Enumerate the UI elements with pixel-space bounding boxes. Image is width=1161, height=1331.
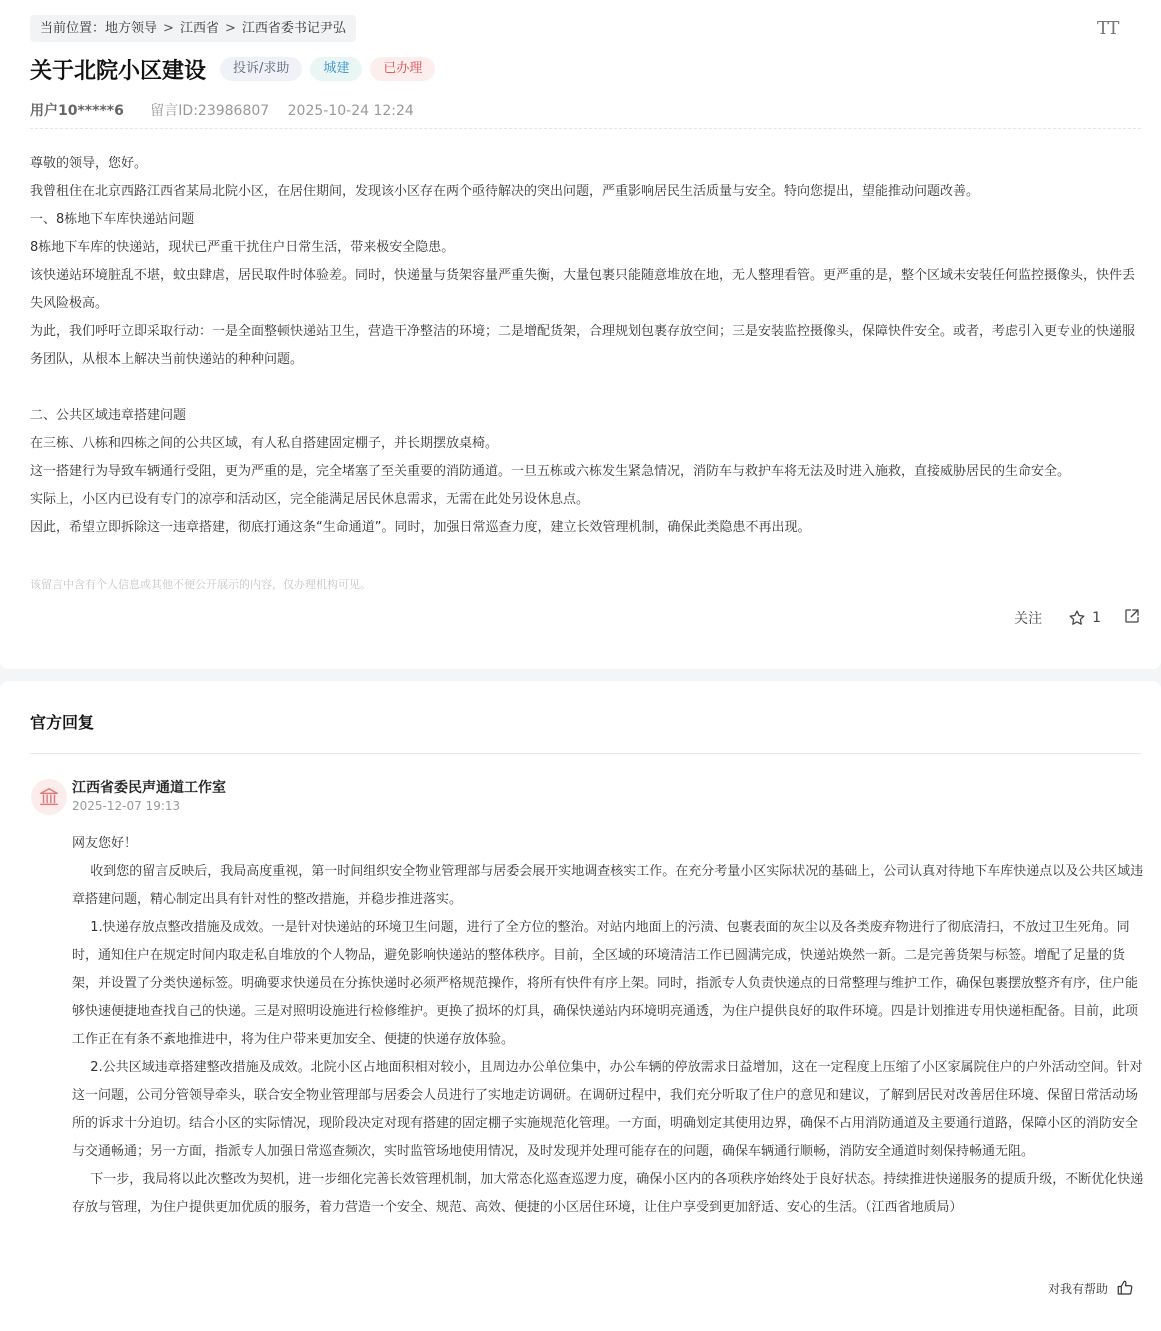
breadcrumb-separator: >	[163, 21, 174, 36]
reply-paragraph: 1.快递存放点整改措施及成效。一是针对快递站的环境卫生问题，进行了全方位的整治。对站内地面上的污渍、包裹表面的灰尘以及各类废弃物进行了彻底清扫，不放过卫生死角。同时，通知住户在规定时间内取走私自堆放的个人物品，避免影响快递站的整体秩序。目前，全区域的环境清洁工作已圆满完成，快递站焕然一新。二是完善货架与标签。增配了足量的货架，并设置了分类快递标签。明确要求快递员在分拣快递时必须严格规范操作，将所有快件有序上架。同时，指派专人负责快递点的日常整理与维护工作，确保包裹摆放整齐有序，住户能够快速便捷地查找自己的快递。三是对照明设施进行检修维护。更换了损坏的灯具，确保快递站内环境明亮通透，为住户提供良好的取件环境。四是计划推进专用快递柜配备。目前，此项工作正在有条不紊地推进中，将为住户带来更加安全、便捷的快递存放体验。	[72, 920, 1139, 1047]
blank-line	[30, 374, 1144, 402]
helpful-label: 对我有帮助	[1047, 1281, 1108, 1296]
star-icon	[1068, 609, 1086, 627]
privacy-notice: 该留言中含有个人信息或其他不便公开展示的内容，仅办理机构可见。	[30, 578, 371, 591]
reply-content	[72, 830, 1144, 1222]
font-size-icon[interactable]: TT	[1097, 18, 1118, 39]
post-user: 用户10*****6	[30, 103, 124, 119]
reply-paragraph: 收到您的留言反映后，我局高度重视，第一时间组织安全物业管理部与居委会展开实地调查核实工作。在充分考量小区实际状况的基础上，公司认真对待地下车库快递点以及公共区域违章搭建问题，精心制定出具有针对性的整改措施，并稳步推进落实。	[72, 864, 1144, 907]
post-paragraph: 一、8栋地下车库快递站问题	[30, 212, 195, 227]
post-paragraph: 该快递站环境脏乱不堪，蚊虫肆虐，居民取件时体验差。同时，快递量与货架容量严重失衡，大量包裹只能随意堆放在地，无人整理看管。更严重的是，整个区域未安装任何监控摄像头，快件丢失风险极高。	[30, 268, 1136, 311]
breadcrumb	[30, 15, 356, 42]
post-paragraph: 在三栋、八栋和四栋之间的公共区域，有人私自搭建固定棚子，并长期摆放桌椅。	[30, 436, 499, 451]
follow-button[interactable]: 关注	[1014, 611, 1043, 627]
page-title: 关于北院小区建设	[30, 58, 207, 84]
org-name: 江西省委民声通道工作室	[72, 780, 226, 796]
star-count: 1	[1092, 610, 1101, 626]
message-id: 留言ID:23986807	[150, 103, 270, 119]
post-content	[30, 150, 1144, 542]
post-date: 2025-10-24 12:24	[287, 103, 414, 119]
reply-greeting: 网友您好！	[72, 836, 138, 851]
post-paragraph: 实际上，小区内已设有专门的凉亭和活动区，完全能满足居民休息需求，无需在此处另设休息点。	[30, 492, 590, 507]
reply-time: 2025-12-07 19:13	[72, 799, 181, 813]
reply-paragraph: 2.公共区域违章搭建整改措施及成效。北院小区占地面积相对较小，且周边办公单位集中，办公车辆的停放需求日益增加，这在一定程度上压缩了小区家属院住户的户外活动空间。针对这一问题，公司分管领导牵头，联合安全物业管理部与居委会人员进行了实地走访调研。在调研过程中，我们充分听取了住户的意见和建议，了解到居民对改善居住环境、保留日常活动场所的诉求十分迫切。结合小区的实际情况，现阶段决定对现有搭建的固定棚子实施规范化管理。一方面，明确划定其使用边界，确保不占用消防通道及主要通行道路，保障小区的消防安全与交通畅通；另一方面，指派专人加强日常巡查频次，实时监管场地使用情况，及时发现并处理可能存在的问题，确保车辆通行顺畅，消防安全通道时刻保持畅通无阻。	[72, 1060, 1143, 1159]
type-tag: 投诉/求助	[220, 57, 302, 81]
title-row	[30, 52, 443, 86]
status-badge: 已办理	[370, 57, 435, 81]
post-actions	[1014, 607, 1141, 629]
breadcrumb-item-secretary[interactable]: 江西省委书记尹弘	[241, 21, 346, 36]
post-paragraph: 8栋地下车库的快递站，现状已严重干扰住户日常生活，带来极安全隐患。	[30, 240, 455, 255]
breadcrumb-item-leaders[interactable]: 地方领导	[105, 21, 158, 36]
breadcrumb-prefix: 当前位置：	[40, 21, 106, 36]
reply-section-title: 官方回复	[30, 713, 95, 732]
share-button[interactable]	[1123, 607, 1141, 629]
thumb-up-icon	[1116, 1279, 1134, 1297]
post-paragraph: 因此，希望立即拆除这一违章搭建，彻底打通这条“生命通道”。同时，加强日常巡查力度，建立长效管理机制，确保此类隐患不再出现。	[30, 520, 811, 535]
post-paragraph: 这一搭建行为导致车辆通行受阻，更为严重的是，完全堵塞了至关重要的消防通道。一旦五栋或六栋发生紧急情况，消防车与救护车将无法及时进入施救，直接威胁居民的生命安全。	[30, 464, 1071, 479]
post-paragraph: 二、公共区域违章搭建问题	[30, 408, 187, 423]
divider	[30, 128, 1141, 129]
government-building-icon	[38, 786, 60, 808]
post-paragraph: 我曾租住在北京西路江西省某局北院小区，在居住期间，发现该小区存在两个亟待解决的突出问题，严重影响居民生活质量与安全。特向您提出，望能推动问题改善。	[30, 184, 980, 199]
star-button[interactable]	[1068, 609, 1101, 627]
post-meta	[30, 100, 414, 120]
post-paragraph: 尊敬的领导，您好。	[30, 156, 148, 171]
breadcrumb-item-province[interactable]: 江西省	[179, 21, 219, 36]
helpful-button[interactable]	[1048, 1279, 1134, 1297]
share-icon	[1123, 607, 1141, 625]
breadcrumb-separator: >	[224, 21, 236, 36]
avatar	[31, 779, 67, 815]
post-paragraph: 为此，我们呼吁立即采取行动：一是全面整顿快递站卫生，营造干净整洁的环境；二是增配货架，合理规划包裹存放空间；三是安装监控摄像头，保障快件安全。或者，考虑引入更专业的快递服务团队，从根本上解决当前快递站的种种问题。	[30, 324, 1136, 367]
field-tag: 城建	[310, 57, 362, 81]
divider	[30, 753, 1141, 754]
reply-paragraph: 下一步，我局将以此次整改为契机，进一步细化完善长效管理机制，加大常态化巡查巡逻力度，确保小区内的各项秩序始终处于良好状态。持续推进快递服务的提质升级，不断优化快递存放与管理，为住户提供更加优质的服务，着力营造一个安全、规范、高效、便捷的小区居住环境，让住户享受到更加舒适、安心的生活。（江西省地质局）	[72, 1172, 1144, 1215]
